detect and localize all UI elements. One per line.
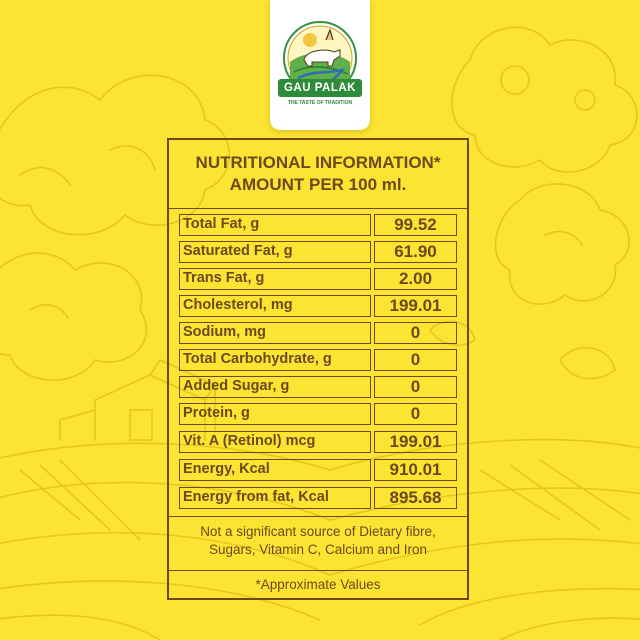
footnote: *Approximate Values	[255, 577, 381, 592]
nutrient-row-total-carbohydrate	[179, 349, 457, 371]
nutrient-value: 61.90	[374, 241, 457, 263]
nutrient-value: 0	[374, 403, 457, 425]
nutrition-note	[169, 523, 467, 559]
brand-tagline: THE TASTE OF TRADITION	[287, 100, 353, 106]
nutrient-name: Cholesterol, mg	[179, 295, 371, 317]
note-line: Not a significant source of Dietary fibre,	[200, 524, 436, 539]
note-divider	[169, 570, 467, 571]
nutrition-title: NUTRITIONAL INFORMATION*	[195, 153, 441, 172]
nutrition-subtitle: AMOUNT PER 100 ml.	[229, 175, 407, 194]
nutrient-row-saturated-fat	[179, 241, 457, 263]
nutrient-value: 0	[374, 376, 457, 398]
nutrient-row-protein	[179, 403, 457, 425]
header-divider	[169, 208, 467, 209]
nutrient-value: 910.01	[374, 459, 457, 481]
nutrient-row-cholesterol	[179, 295, 457, 317]
nutrient-row-added-sugar	[179, 376, 457, 398]
nutrient-row-energy	[179, 459, 457, 481]
nutrient-name: Vit. A (Retinol) mcg	[179, 431, 371, 453]
nutrient-value: 0	[374, 322, 457, 344]
rows-divider	[169, 516, 467, 517]
nutrient-name: Total Carbohydrate, g	[179, 349, 371, 371]
brand-logo-tab	[270, 0, 370, 130]
brand-name: GAU PALAK	[283, 82, 356, 94]
nutrition-header	[169, 140, 467, 210]
nutrition-table	[167, 138, 469, 600]
nutrient-value: 895.68	[374, 487, 457, 509]
nutrient-value: 99.52	[374, 214, 457, 236]
nutrient-name: Protein, g	[179, 403, 371, 425]
nutrient-name: Trans Fat, g	[179, 268, 371, 290]
nutrient-row-trans-fat	[179, 268, 457, 290]
nutrient-row-vitamin-a	[179, 431, 457, 453]
nutrient-name: Energy, Kcal	[179, 459, 371, 481]
nutrient-row-energy-from-fat	[179, 487, 457, 509]
cow-farm-logo-icon	[270, 0, 370, 130]
note-line: Sugars, Vitamin C, Calcium and Iron	[208, 542, 428, 557]
nutrient-row-sodium	[179, 322, 457, 344]
nutrient-value: 0	[374, 349, 457, 371]
nutrient-row-total-fat	[179, 214, 457, 236]
nutrient-name: Sodium, mg	[179, 322, 371, 344]
nutrient-name: Added Sugar, g	[179, 376, 371, 398]
nutrient-value: 199.01	[374, 295, 457, 317]
nutrient-value: 2.00	[374, 268, 457, 290]
nutrient-value: 199.01	[374, 431, 457, 453]
nutrient-name: Saturated Fat, g	[179, 241, 371, 263]
nutrient-name: Energy from fat, Kcal	[179, 487, 371, 509]
nutrient-name: Total Fat, g	[179, 214, 371, 236]
